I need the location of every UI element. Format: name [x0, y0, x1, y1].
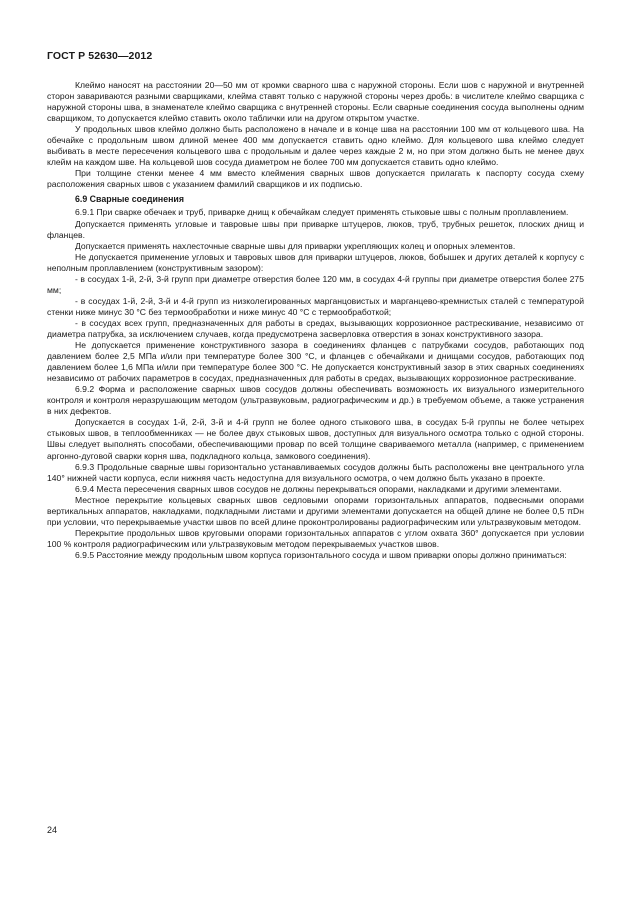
document-body	[47, 80, 584, 561]
paragraph: Допускается применять угловые и тавровые швы при приварке штуцеров, люков, труб, трубных решеток, плоских днищ и фланцев.	[47, 218, 584, 240]
standard-header: ГОСТ Р 52630—2012	[47, 50, 153, 62]
paragraph: 6.9.1 При сварке обечаек и труб, приварке днищ к обечайкам следует применять стыковые швы с полным проплавлением.	[75, 207, 569, 218]
paragraph: У продольных швов клеймо должно быть расположено в начале и в конце шва на расстоянии 100 мм от кольцевого шва. На обечайке с продольным швом длиной менее 400 мм допускается ставить одно клеймо. Для кольцевого шва клеймо следует выбивать в месте пересечения кольцевого шва с продольным и далее через каждые 2 м, но при этом должно быть не менее двух клейм на каждом шве. На кольцевой шов сосуда диаметром не более 700 мм допускается ставить одно клеймо.	[47, 124, 584, 168]
paragraph: 6.9.3 Продольные сварные швы горизонтально устанавливаемых сосудов должны быть расположены вне центрального угла 140° нижней части корпуса, если нижняя часть недоступна для визуального осмотра, о чем должно быть указано в проекте.	[47, 461, 584, 483]
list-item: - в сосудах всех групп, предназначенных для работы в средах, вызывающих коррозионное растрескивание, независимо от диаметра патрубка, за исключением случаев, когда предусмотрена засверловка отверстия в зонах конструктивного зазора.	[47, 317, 584, 339]
paragraph: Не допускается применение конструктивного зазора в соединениях фланцев с патрубками сосудов, работающих под давлением более 2,5 МПа и/или при температуре более 300 °С, и фланцев с обечайками и днищами сосудов, работающих под давлением более 1,6 МПа и/или при температуре более 300 °С. Не допускается конструктивный зазор в этих сварных соединениях независимо от рабочих параметров в сосудах, предназначенных для работы в средах, вызывающих коррозионное растрескивание.	[47, 340, 584, 384]
paragraph: 6.9.4 Места пересечения сварных швов сосудов не должны перекрываться опорами, накладками и другими элементами.	[75, 483, 562, 494]
paragraph: 6.9.2 Форма и расположение сварных швов сосудов должны обеспечивать возможность их визуального измерительного контроля и контроля неразрушающим методом (ультразвуковым, радиографическим и др.) в требуемом объеме, а также устранения в них дефектов.	[47, 384, 584, 417]
section-title: 6.9 Сварные соединения	[75, 194, 184, 205]
list-item: - в сосудах 1-й, 2-й, 3-й групп при диаметре отверстия более 120 мм, в сосудах 4-й группы при диаметре отверстия более 275 мм;	[47, 273, 584, 295]
paragraph: Не допускается применение угловых и тавровых швов для приварки штуцеров, люков, бобышек и других деталей к корпусу с неполным проплавлением (конструктивным зазором):	[47, 251, 584, 273]
paragraph: Клеймо наносят на расстоянии 20—50 мм от кромки сварного шва с наружной стороны. Если шов с наружной и внутренней сторон завариваются разными сварщиками, клейма ставят только с наружной стороны через дробь: в числителе клеймо сварщика с наружной стороны шва, в знаменателе клеймо сварщика с внутренней стороны. Если сварные соединения сосуда выполнены одним сварщиком, то допускается клеймо ставить около таблички или на другом открытом участке.	[47, 80, 584, 124]
paragraph: Местное перекрытие кольцевых сварных швов седловыми опорами горизонтальных аппаратов, подвесными опорами вертикальных аппаратов, накладками, подкладными листами и другими элементами допускается на общей длине не более 0,5 πDн при условии, что перекрываемые участки швов по всей длине проконтролированы радиографическим или ультразвуковым методом.	[47, 494, 584, 527]
paragraph: Допускается в сосудах 1-й, 2-й, 3-й и 4-й групп не более одного стыкового шва, в сосудах 5-й группы не более четырех стыковых швов, в теплообменниках — не более двух стыковых швов, доступных для визуального осмотра только с одной стороны. Швы следует выполнять способами, обеспечивающими провар по всей толщине свариваемого металла (например, с применением аргонно-дуговой сварки корня шва, подкладного кольца, замкового соединения).	[47, 417, 584, 461]
paragraph: Допускается применять нахлесточные сварные швы для приварки укрепляющих колец и опорных элементов.	[75, 240, 516, 251]
paragraph: 6.9.5 Расстояние между продольным швом корпуса горизонтального сосуда и швом приварки опоры должно приниматься:	[75, 549, 567, 560]
list-item: - в сосудах 1-й, 2-й, 3-й и 4-й групп из низколегированных марганцовистых и марганцево-кремнистых сталей с температурой стенки ниже минус 30 °С без термообработки и ниже минус 40 °С с термообработкой;	[47, 295, 584, 317]
page-number: 24	[47, 825, 58, 835]
paragraph: Перекрытие продольных швов круговыми опорами горизонтальных аппаратов с углом охвата 360° допускается при условии 100 % контроля радиографическим или ультразвуковым методом перекрываемых участков швов.	[47, 527, 584, 549]
paragraph: При толщине стенки менее 4 мм вместо клеймения сварных швов допускается прилагать к паспорту сосуда схему расположения сварных швов с указанием фамилий сварщиков и их подписью.	[47, 168, 584, 190]
